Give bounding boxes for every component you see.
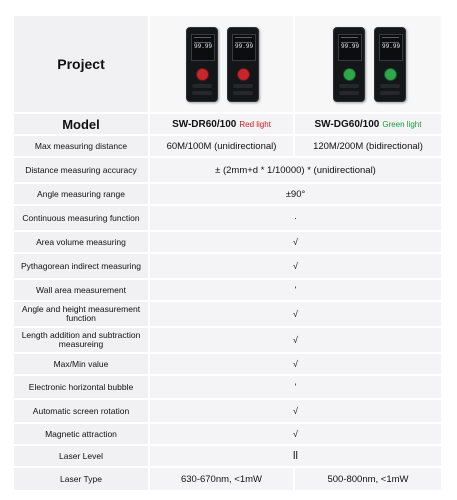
feature-value: ±90° (150, 184, 441, 204)
table-row (14, 158, 441, 182)
laser-type-label: Laser Type (14, 468, 148, 490)
max-distance-label: Max measuring distance (14, 136, 148, 156)
green-model-product-image (295, 16, 441, 112)
device-display-reading: 99.99 (235, 43, 254, 50)
feature-value: √ (150, 254, 441, 278)
table-row (14, 302, 441, 326)
table-header (14, 16, 441, 112)
feature-value: √ (150, 232, 441, 252)
feature-label: Automatic screen rotation (14, 400, 148, 422)
red-model-name: SW-DR60/100 (172, 118, 237, 130)
green-light-note: Green light (382, 119, 422, 129)
model-row (14, 114, 441, 134)
feature-value: · (150, 206, 441, 230)
model-label: Model (14, 114, 148, 134)
feature-label: Wall area measurement (14, 280, 148, 300)
feature-label: Area volume measuring (14, 232, 148, 252)
red-laser-key (196, 68, 209, 81)
feature-label: Continuous measuring function (14, 206, 148, 230)
feature-label: Magnetic attraction (14, 424, 148, 444)
feature-label: Distance measuring accuracy (14, 158, 148, 182)
feature-label: Max/Min value (14, 354, 148, 374)
green-device-front (333, 27, 365, 102)
red-laser-key (237, 68, 250, 81)
feature-value: √ (150, 302, 441, 326)
table-row (14, 254, 441, 278)
green-device-side (374, 27, 406, 102)
table-row (14, 424, 441, 444)
red-model-product-image (150, 16, 293, 112)
feature-label: Angle and height measurement function (14, 302, 148, 326)
red-device-front (186, 27, 218, 102)
feature-label: Pythagorean indirect measuring (14, 254, 148, 278)
green-model-cell (295, 114, 441, 134)
feature-value: √ (150, 328, 441, 352)
green-laser-key (343, 68, 356, 81)
red-max-distance: 60M/100M (unidirectional) (150, 136, 293, 156)
red-laser-type: 630-670nm, <1mW (150, 468, 293, 490)
green-laser-type: 500-800nm, <1mW (295, 468, 441, 490)
red-device-side (227, 27, 259, 102)
green-model-name: SW-DG60/100 (314, 118, 380, 130)
green-max-distance: 120M/200M (bidirectional) (295, 136, 441, 156)
feature-value: √ (150, 400, 441, 422)
table-row (14, 354, 441, 374)
feature-label: Angle measuring range (14, 184, 148, 204)
table-row (14, 280, 441, 300)
feature-value: ± (2mm+d * 1/10000) * (unidirectional) (150, 158, 441, 182)
laser-type-row (14, 468, 441, 485)
feature-label: Electronic horizontal bubble (14, 376, 148, 398)
feature-value: ll (150, 446, 441, 466)
table-row (14, 184, 441, 204)
feature-value: √ (150, 424, 441, 444)
feature-label: Length addition and subtraction measureing (14, 328, 148, 352)
table-row (14, 446, 441, 466)
table-row (14, 400, 441, 422)
feature-label: Laser Level (14, 446, 148, 466)
red-light-note: Red light (239, 119, 271, 129)
red-model-cell (150, 114, 293, 134)
comparison-table (14, 16, 441, 485)
project-header-cell: Project (14, 16, 148, 112)
device-display-reading: 99.99 (194, 43, 213, 50)
device-display-reading: 99.99 (341, 43, 360, 50)
feature-value: √ (150, 354, 441, 374)
feature-value: ' (150, 280, 441, 300)
table-row (14, 206, 441, 230)
table-row (14, 376, 441, 398)
table-row (14, 328, 441, 352)
green-laser-key (384, 68, 397, 81)
max-distance-row (14, 136, 441, 156)
device-display-reading: 99.99 (382, 43, 401, 50)
feature-value: ' (150, 376, 441, 398)
table-row (14, 232, 441, 252)
